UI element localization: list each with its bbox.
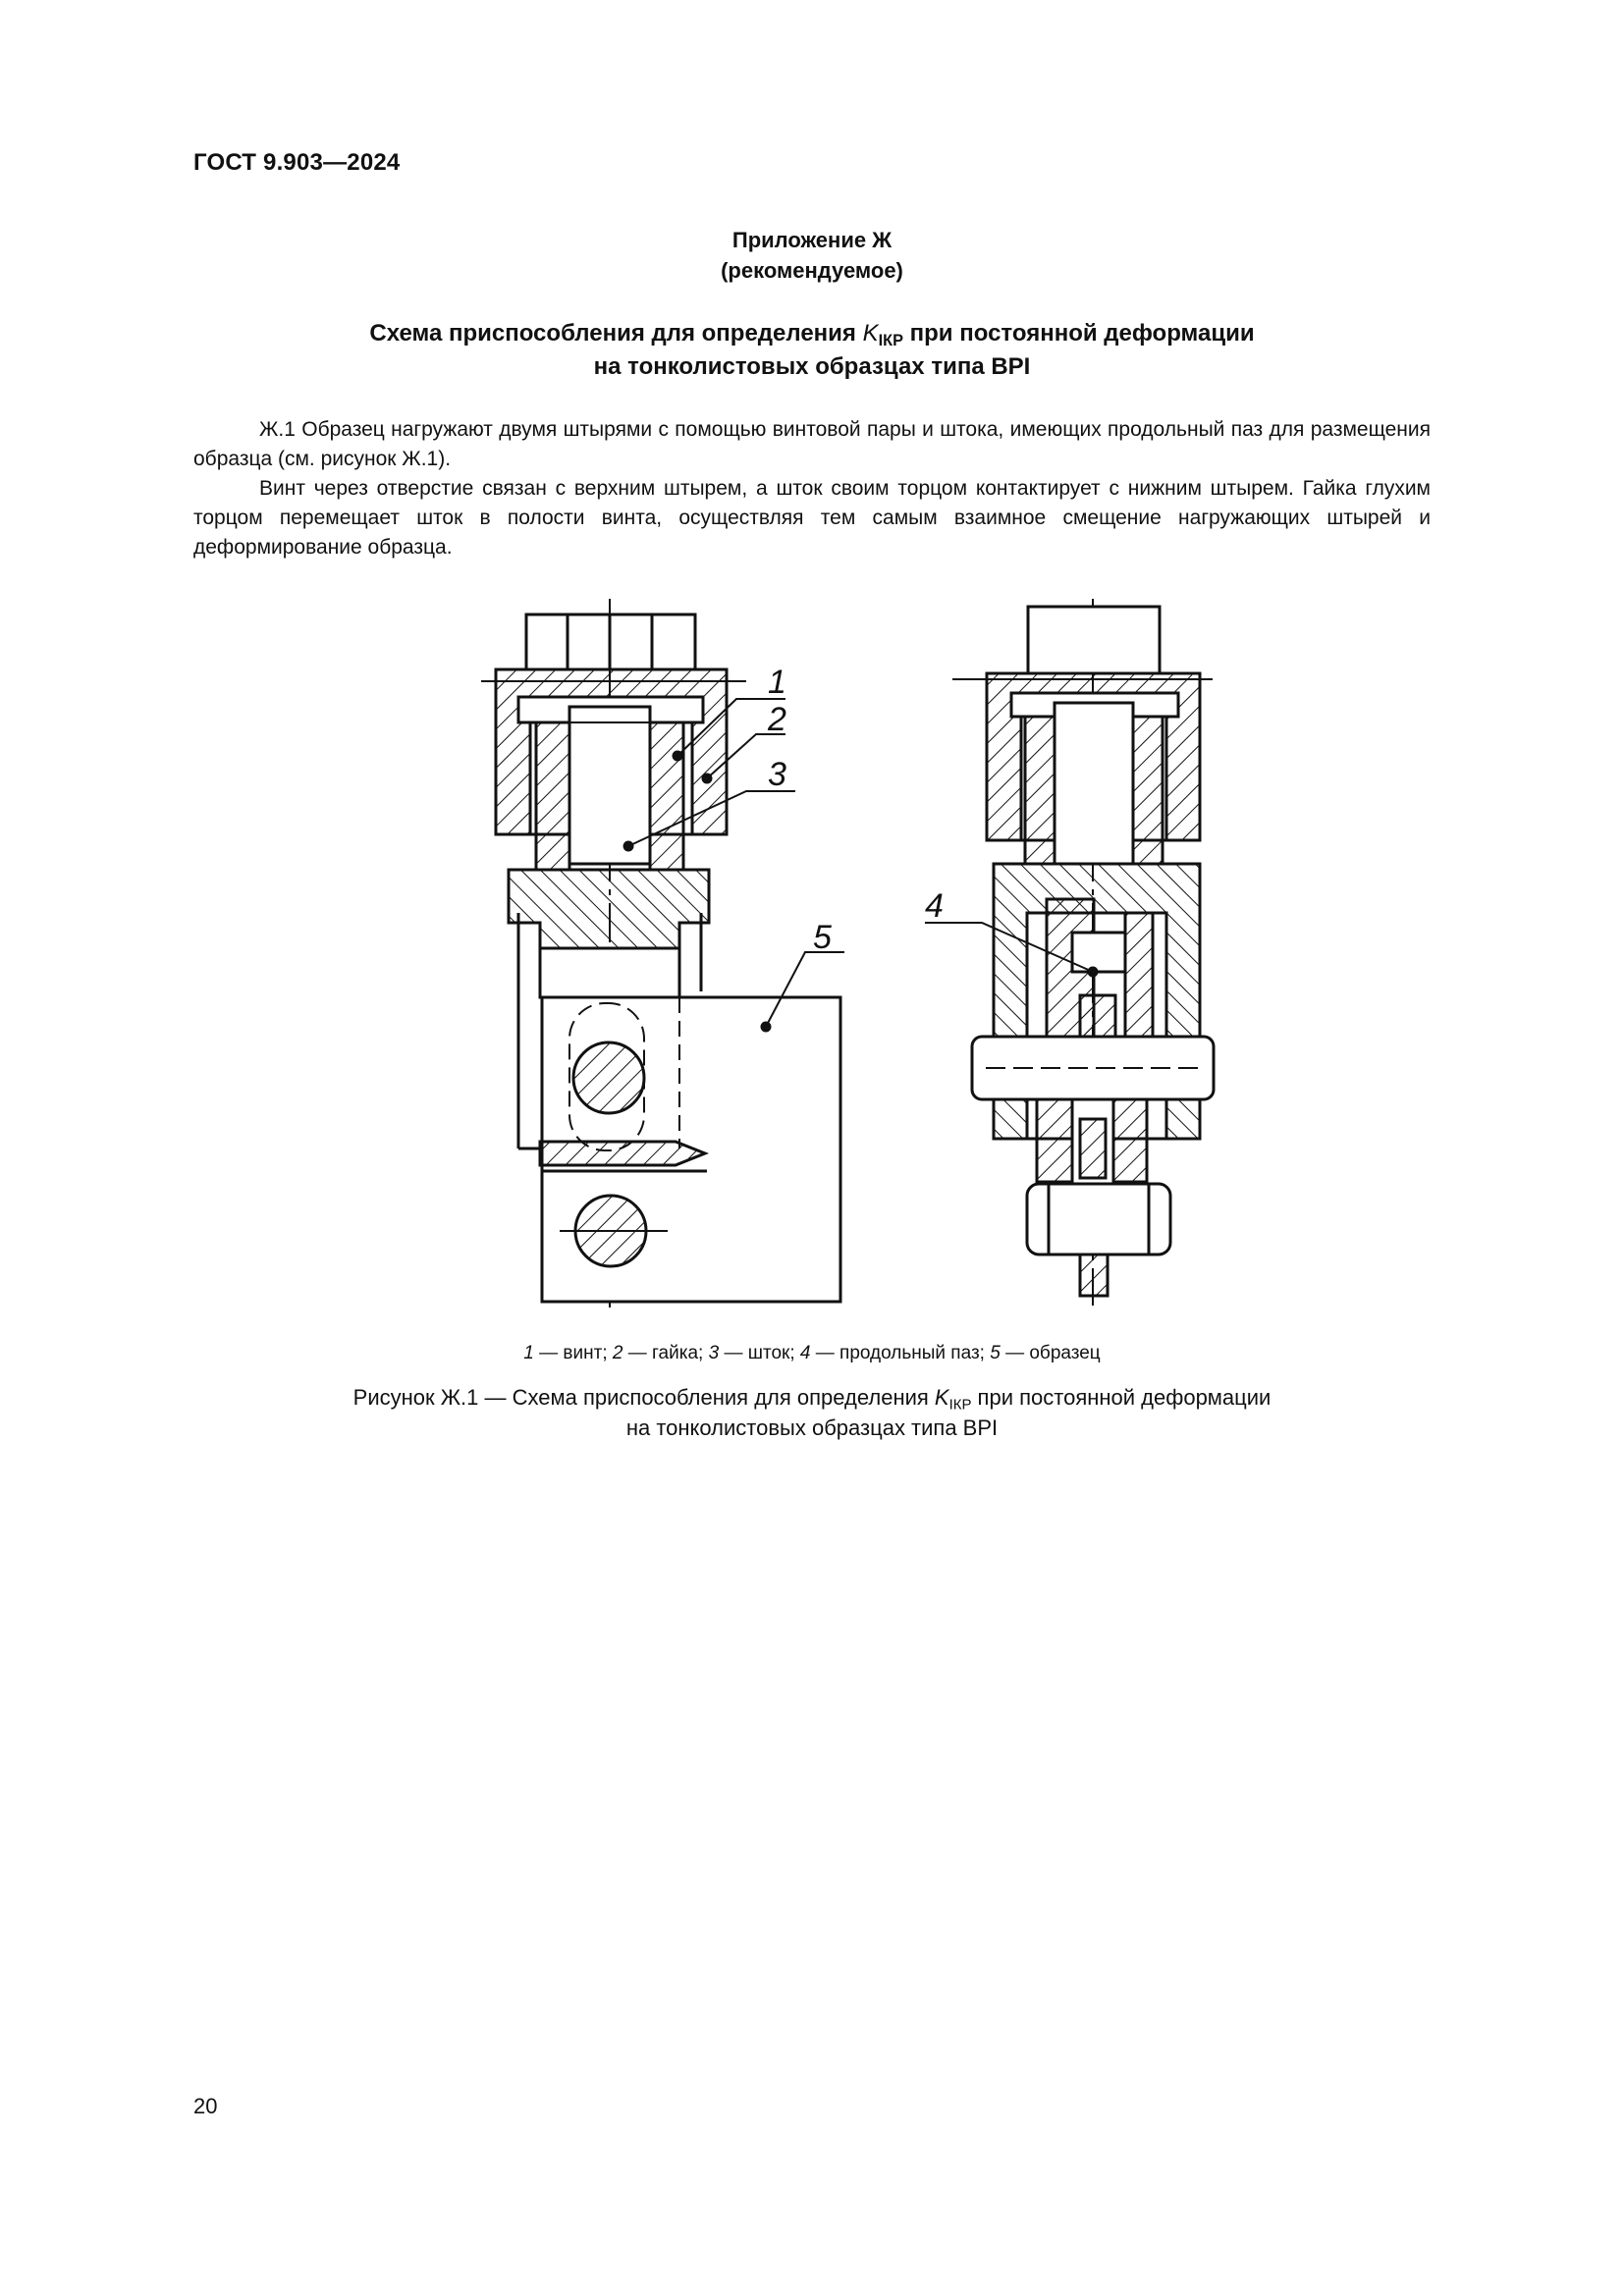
page-number: 20 (193, 2094, 218, 2118)
callout-5: 5 (813, 919, 832, 956)
figure-caption-line2: на тонколистовых образцах типа BPI (625, 1415, 999, 1440)
document-code: ГОСТ 9.903—2024 (193, 149, 401, 176)
symbol-k: K (862, 320, 879, 347)
callout-2: 2 (768, 701, 786, 738)
callout-4: 4 (925, 887, 944, 925)
paragraph-2: Винт через отверстие связан с верхним штырем, а шток своим торцом контактирует с нижним штырем. Гайка глухим торцом перемещает шток в полости винта, осуществляя тем самым взаимное смещение нагружающих штырей и деформирование образца. (193, 477, 1431, 559)
section-heading-line1: Схема приспособления для определения $K_{IКР}$ при постоянной деформации (369, 320, 1255, 349)
paragraph-1: Ж.1 Образец нагружают двумя штырями с помощью винтовой пары и штока, имеющих продольный паз для размещения образца (см. рисунок Ж.1). (193, 418, 1431, 470)
left-view (481, 599, 844, 1315)
callout-1: 1 (768, 664, 786, 701)
section-heading-line2: на тонколистовых образцах типа BPI (593, 353, 1031, 380)
figure-caption-line1: Рисунок Ж.1 — Схема приспособления для определения $K_{IКР}$ при постоянной деформации (352, 1385, 1272, 1414)
symbol-subscript: IКР (878, 331, 903, 349)
right-view (925, 599, 1214, 1306)
figure-legend: 1 — винт; 2 — гайка; 3 — шток; 4 — продольный паз; 5 — образец (523, 1343, 1101, 1363)
callout-3: 3 (768, 756, 786, 793)
annex-status: (рекомендуемое) (721, 258, 903, 283)
annex-title: Приложение Ж (731, 228, 893, 252)
